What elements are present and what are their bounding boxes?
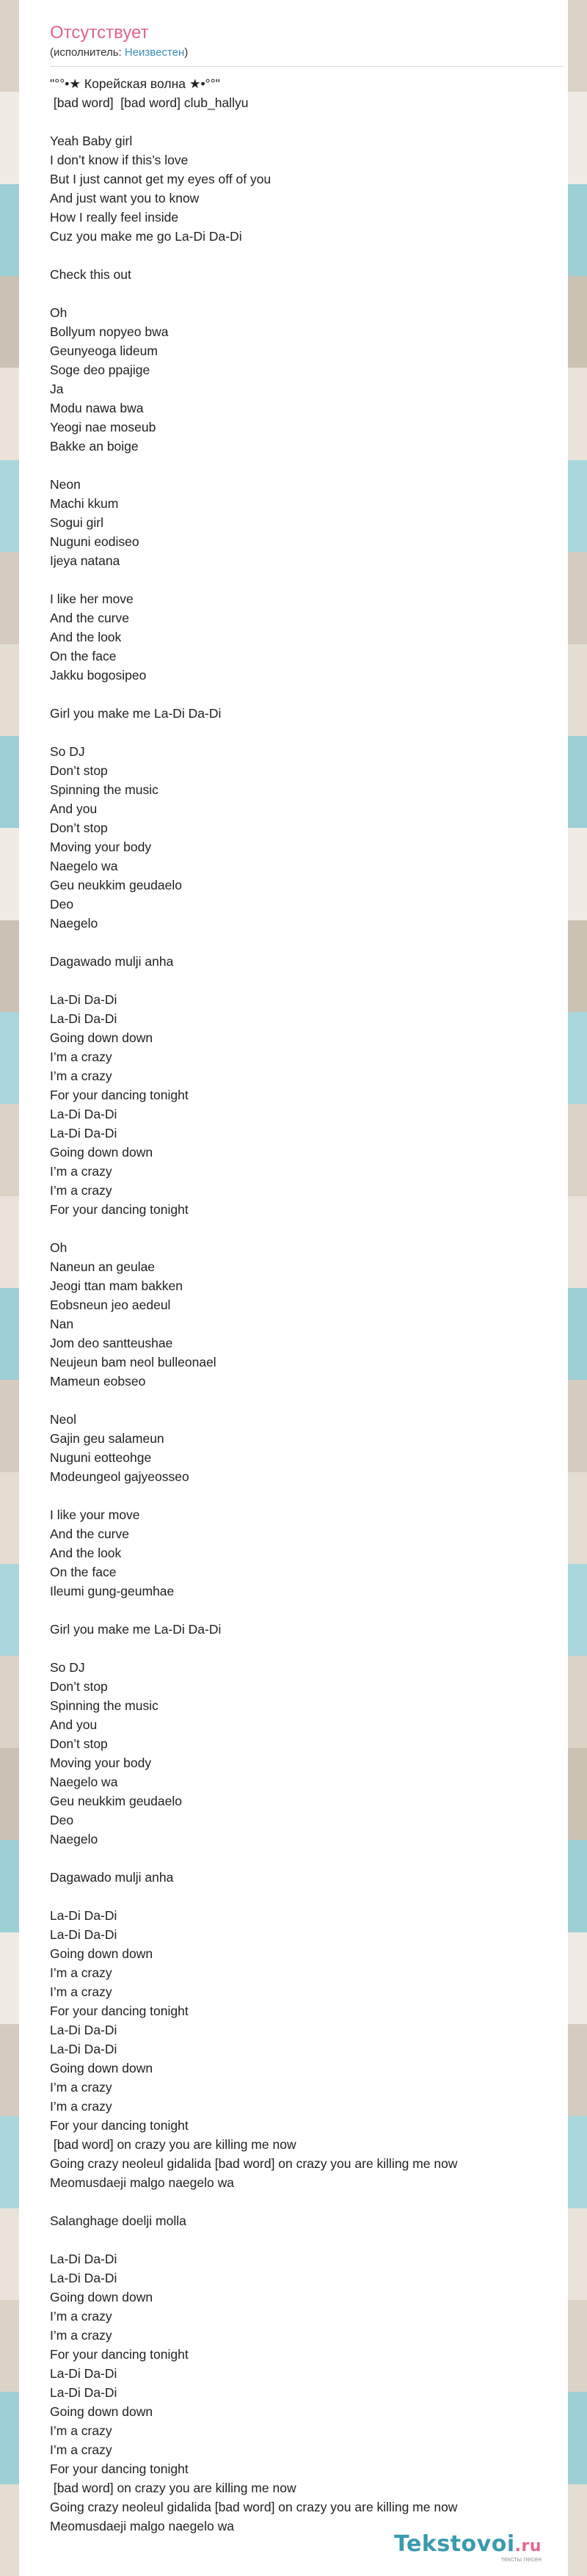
performer-line — [50, 46, 564, 60]
performer-link[interactable]: Неизвестен — [124, 46, 185, 59]
performer-prefix: (исполнитель: — [50, 46, 125, 59]
divider — [50, 66, 564, 67]
logo-brand — [394, 2531, 542, 2557]
logo-tld: .ru — [514, 2537, 542, 2555]
performer-suffix: ) — [184, 46, 189, 59]
lyrics-panel — [19, 0, 568, 2576]
song-title: Отсутствует — [50, 23, 149, 43]
lyrics-text: "°°•★ Корейская волна ★•°°" [bad word] [bad word] club_hallyu Yeah Baby girl I don’t know if this’s love But I just cannot get my eyes off of you And just want you to know How I really feel inside Cuz you make me go La-Di Da-Di Check this out Oh Bollyum nopyeo bwa Geunyeoga lideum Soge deo ppajige Ja Modu nawa bwa Yeogi nae moseub Bakke an boige Neon Machi kkum Sogui girl Nuguni eodiseo Ijeya natana I like her move And the curve And the look On the face Jakku bogosipeo Girl you make me La-Di Da-Di So DJ Don’t stop Spinning the music And you Don’t stop Moving your body Naegelo wa Geu neukkim geudaelo Deo Naegelo Dagawado mulji anha La-Di Da-Di La-Di Da-Di Going down down I’m a crazy I’m a crazy For your dancing tonight La-Di Da-Di La-Di Da-Di Going down down I’m a crazy I’m a crazy For your dancing tonight Oh Naneun an geulae Jeogi ttan mam bakken Eobsneun jeo aedeul Nan Jom deo santteushae Neujeun bam neol bulleonael Mameun eobseo Neol Gajin geu salameun Nuguni eotteohge Modeungeol gajyeosseo I like your move And the curve And the look On the face Ileumi gung-geumhae Girl you make me La-Di Da-Di So DJ Don’t stop Spinning the music And you Don’t stop Moving your body Naegelo wa Geu neukkim geudaelo Deo Naegelo Dagawado mulji anha La-Di Da-Di La-Di Da-Di Going down down I’m a crazy I’m a crazy For your dancing tonight La-Di Da-Di La-Di Da-Di Going down down I’m a crazy I’m a crazy For your dancing tonight [bad word] on crazy you are killing me now Going crazy neoleul gidalida [bad word] on crazy you are killing me now Meomusdaeji malgo naegelo wa Salanghage doelji molla La-Di Da-Di La-Di Da-Di Going down down I’m a crazy I’m a crazy For your dancing tonight La-Di Da-Di La-Di Da-Di Going down down I’m a crazy I’m a crazy For your dancing tonight [bad word] on crazy you are killing me now Going crazy neoleul gidalida [bad word] on crazy you are killing me now Meomusdaeji malgo naegelo wa — [50, 76, 458, 2533]
lyrics-content — [50, 22, 564, 2536]
site-logo[interactable] — [394, 2531, 542, 2563]
logo-tagline: тексты песен — [500, 2555, 542, 2563]
logo-brand-name: Tekstovoi — [394, 2531, 515, 2557]
